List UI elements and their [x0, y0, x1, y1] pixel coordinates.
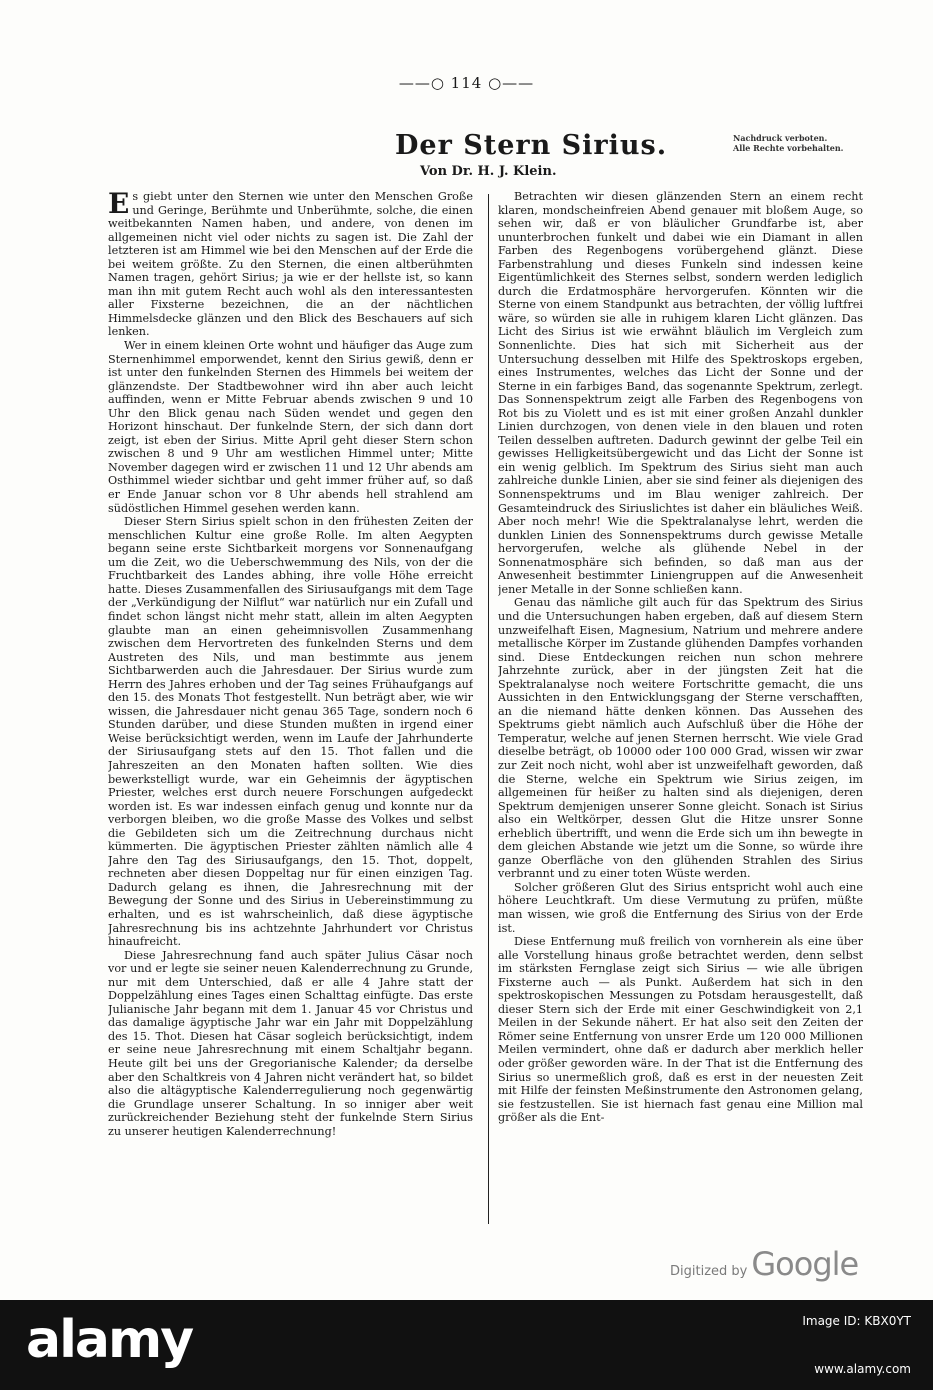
stock-footer-bar [0, 1300, 933, 1390]
alamy-logo: alamy [26, 1310, 193, 1370]
google-logo: Google [751, 1245, 859, 1283]
paragraph: Solcher größeren Glut des Sirius entspricht wohl auch eine höhere Leuchtkraft. Um diese Vermutung zu prüfen, müßte man wissen, wie groß die Entfernung des Sirius von der Erde ist. [498, 880, 863, 935]
right-column [498, 190, 863, 1240]
paragraph: Diese Entfernung muß freilich von vornherein als eine über alle Vorstellung hinaus große betrachtet werden, denn selbst im stärksten Fernglase zeigt sich Sirius — wie alle übrigen Fixsterne auch — als Punkt. Außerdem hat sich in den spektroskopischen Messungen zu Potsdam herausgestellt, daß dieser Stern sich der Erde mit einer Geschwindigkeit von 2,1 Meilen in der Sekunde nähert. Er hat also seit den Zeiten der Römer seine Entfernung von unsrer Erde um 120 000 Millionen Meilen vermindert, ohne daß er dadurch aber merklich heller oder größer geworden wäre. In der That ist die Entfernung des Sirius so unermeßlich groß, daß es erst in der neuesten Zeit mit Hilfe der feinsten Meßinstrumente den Astronomen gelang, sie festzustellen. Sie ist hiernach fast genau eine Million mal größer als die Ent- [498, 935, 863, 1125]
paragraph: Wer in einem kleinen Orte wohnt und häufiger das Auge zum Sternenhimmel emporwendet, kennt den Sirius gewiß, denn er ist unter den funkelnden Sternen des Himmels bei weitem der glänzendste. Der Stadtbewohner wird ihn aber auch leicht auffinden, wenn er Mitte Februar abends zwischen 9 und 10 Uhr den Blick genau nach Süden wendet und gegen den Horizont hinschaut. Der funkelnde Stern, der sich dann dort zeigt, ist eben der Sirius. Mitte April geht dieser Stern schon zwischen 8 und 9 Uhr am westlichen Himmel unter; Mitte November dagegen wird er zwischen 11 und 12 Uhr abends am Osthimmel wieder sichtbar und geht immer früher auf, so daß er Ende Januar schon vor 8 Uhr abends hell strahlend am südöstlichen Himmel gesehen werden kann. [108, 339, 473, 515]
paragraph: Es giebt unter den Sternen wie unter den Menschen Große und Geringe, Berühmte und Unberühmte, solche, die einen weitbekannten Namen haben, und andere, von denen im allgemeinen nicht viel oder nichts zu sagen ist. Die Zahl der letzteren ist am Himmel wie bei den Menschen auf der Erde die bei weitem größte. Zu den Sternen, die einen altberühmten Namen tragen, gehört Sirius; ja wie er der hellste ist, so kann man ihn mit gutem Recht auch wohl als den interessantesten aller Fixsterne bezeichnen, die an der nächtlichen Himmelsdecke glänzen und den Blick des Beschauers auf sich lenken. [108, 190, 473, 339]
article-author: Von Dr. H. J. Klein. [420, 164, 557, 179]
paragraph: Genau das nämliche gilt auch für das Spektrum des Sirius und die Untersuchungen haben ergeben, daß auf diesem Stern unzweifelhaft Eisen, Magnesium, Natrium und mehrere andere metallische Körper im Zustande glühenden Dampfes vorhanden sind. Diese Entdeckungen reichen nun schon mehrere Jahrzehnte zurück, aber in der jüngsten Zeit hat die Spektralanalyse noch weitere Fortschritte gemacht, die uns Aussichten in den Entwicklungsgang der Sterne verschafften, an die niemand hätte denken können. Das Aussehen des Spektrums giebt nämlich auch Aufschluß über die Höhe der Temperatur, welche auf jenen Sternen herrscht. Wie viele Grad dieselbe beträgt, ob 10000 oder 100 000 Grad, wissen wir zwar zur Zeit noch nicht, wohl aber ist unzweifelhaft geworden, daß die Sterne, welche ein Spektrum wie Sirius zeigen, im allgemeinen für heißer zu halten sind als diejenigen, deren Spektrum demjenigen unserer Sonne gleicht. Sonach ist Sirius also ein Weltkörper, dessen Glut die Hitze unsrer Sonne erheblich übertrifft, und wenn die Erde sich um ihn bewegte in dem gleichen Abstande wie jetzt um die Sonne, so würde ihre ganze Oberfläche von den glühenden Strahlen des Sirius verbrannt und zu einer toten Wüste werden. [498, 596, 863, 881]
rights-line-2: Alle Rechte vorbehalten. [733, 143, 844, 153]
rights-notice [733, 133, 863, 153]
digitized-prefix: Digitized by [670, 1264, 748, 1279]
paragraph: Betrachten wir diesen glänzenden Stern an einem recht klaren, mondscheinfreien Abend genauer mit bloßem Auge, so sehen wir, daß er von bläulicher Grundfarbe ist, aber ununterbrochen funkelt und dabei wie ein Diamant in allen Farben des Regenbogens vorübergehend glänzt. Diese Farbenstrahlung und dieses Funkeln sind indessen keine Eigentümlichkeit des Sternes selbst, sondern werden lediglich durch die Erdatmosphäre hervorgerufen. Könnten wir die Sterne von einem Standpunkt aus betrachten, der völlig luftfrei wäre, so würden sie alle in ruhigem klaren Licht glänzen. Das Licht des Sirius ist wie erwähnt bläulich im Vergleich zum Sonnenlichte. Dies hat sich mit Sicherheit aus der Untersuchung desselben mit Hilfe des Spektroskops ergeben, eines Instrumentes, welches das Licht der Sonne und der Sterne in ein farbiges Band, das sogenannte Spektrum, zerlegt. Das Sonnenspektrum zeigt alle Farben des Regenbogens von Rot bis zu Violett und es ist mit einer großen Anzahl dunkler Linien durchzogen, von denen viele in den blauen und roten Teilen desselben auftreten. Dadurch gewinnt der gelbe Teil ein gewisses Helligkeitsübergewicht und das Licht der Sonne ist ein wenig gelblich. Im Spektrum des Sirius sieht man auch zahlreiche dunkle Linien, aber sie sind feiner als diejenigen des Sonnenspektrums und im Blau weniger zahlreich. Der Gesamteindruck des Siriuslichtes ist daher ein bläuliches Weiß. Aber noch mehr! Wie die Spektralanalyse lehrt, werden die dunklen Linien des Sonnenspektrums durch gewisse Metalle hervorgerufen, welche als glühende Nebel in der Sonnenatmosphäre sich befinden, so daß man aus der Anwesenheit bestimmter Liniengruppen auf die Anwesenheit jener Metalle in der Sonne schließen kann. [498, 190, 863, 596]
paragraph: Diese Jahresrechnung fand auch später Julius Cäsar noch vor und er legte sie seiner neuen Kalenderrechnung zu Grunde, nur mit dem Unterschied, daß er alle 4 Jahre statt der Doppelzählung eines Tages einen Schalttag einfügte. Das erste Julianische Jahr begann mit dem 1. Januar 45 vor Christus und das damalige ägyptische Jahr war ein Jahr mit Doppelzählung des 15. Thot. Diesen hat Cäsar sogleich berücksichtigt, indem er seine neue Jahresrechnung mit einem Schaltjahr begann. Heute gilt bei uns der Gregorianische Kalender; da derselbe aber den Schaltkreis von 4 Jahren nicht verändert hat, so bildet also die altägyptische Kalenderregulierung noch gegenwärtig die Grundlage unserer Schaltung. In so inniger aber weit zurückreichender Beziehung steht der funkelnde Stern Sirius zu unserer heutigen Kalenderrechnung! [108, 948, 473, 1138]
site-url: www.alamy.com [814, 1362, 911, 1376]
page-number: ——○ 114 ○—— [398, 74, 535, 92]
paragraph: Dieser Stern Sirius spielt schon in den frühesten Zeiten der menschlichen Kultur eine große Rolle. Im alten Aegypten begann seine erste Sichtbarkeit morgens vor Sonnenaufgang um die Zeit, wo die Ueberschwemmung des Nils, von der die Fruchtbarkeit des Landes abhing, ihre volle Höhe erreicht hatte. Dieses Zusammenfallen des Siriusaufgangs mit dem Tage der „Verkündigung der Nilflut“ war natürlich nur ein Zufall und findet schon längst nicht mehr statt, allein im alten Aegypten glaubte man an einen geheimnisvollen Zusammenhang zwischen dem Hervortreten des funkelnden Sterns und dem Austreten des Nils, und man bestimmte aus jenem Sichtbarwerden auch die Jahresdauer. Der Sirius wurde zum Herrn des Jahres erhoben und der Tag seines Frühaufgangs auf den 15. des Monats Thot festgestellt. Nun beträgt aber, wie wir wissen, die Jahresdauer nicht genau 365 Tage, sondern noch 6 Stunden darüber, und diese Stunden mußten in irgend einer Weise berücksichtigt werden, wenn im Laufe der Jahrhunderte der Siriusaufgang stets auf den 15. Thot fallen und die Jahreszeiten an den Monaten haften sollten. Wie dies bewerkstelligt wurde, war ein Geheimnis der ägyptischen Priester, welches erst durch neuere Forschungen aufgedeckt worden ist. Es war indessen einfach genug und konnte nur da verborgen bleiben, wo die große Masse des Volkes und selbst die Gebildeten sich um die Zeitrechnung durchaus nicht kümmerten. Die ägyptischen Priester zählten nämlich alle 4 Jahre den Tag des Siriusaufgangs, den 15. Thot, doppelt, rechneten aber diesen Doppeltag nur für einen einzigen Tag. Dadurch gelang es ihnen, die Jahresrechnung mit der Bewegung der Sonne und des Sirius in Uebereinstimmung zu erhalten, und es ist wahrscheinlich, daß diese ägyptische Jahresrechnung bis ins achtzehnte Jahrhundert vor Christus hinaufreicht. [108, 515, 473, 949]
digitized-watermark [670, 1245, 858, 1283]
column-divider [488, 194, 489, 1224]
image-id: Image ID: KBX0YT [802, 1314, 911, 1328]
left-column [108, 190, 473, 1240]
article-title: Der Stern Sirius. [395, 130, 668, 161]
rights-line-1: Nachdruck verboten. [733, 133, 828, 143]
